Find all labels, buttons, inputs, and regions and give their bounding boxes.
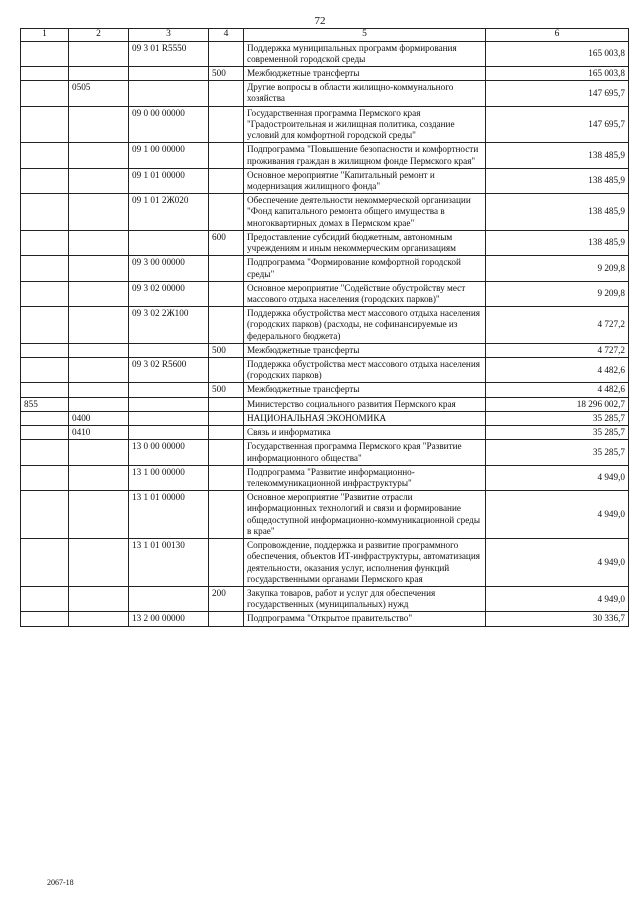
code-section-cell <box>69 143 129 168</box>
table-row <box>21 168 629 193</box>
amount-cell: 35 285,7 <box>486 426 629 440</box>
budget-table <box>20 28 629 627</box>
item-name-cell: Межбюджетные трансферты <box>244 67 486 81</box>
item-name-cell: Межбюджетные трансферты <box>244 383 486 397</box>
code-target-cell <box>129 411 209 425</box>
code-ministry-cell <box>21 383 69 397</box>
item-name-cell: Министерство социального развития Пермского края <box>244 397 486 411</box>
footer-code: 2067-18 <box>47 878 74 887</box>
code-ministry-cell <box>21 256 69 281</box>
amount-cell: 165 003,8 <box>486 41 629 66</box>
code-expense-type-cell: 500 <box>209 67 244 81</box>
code-section-cell <box>69 106 129 143</box>
table-row <box>21 194 629 231</box>
code-expense-type-cell <box>209 256 244 281</box>
code-ministry-cell <box>21 426 69 440</box>
page-number: 72 <box>314 15 326 27</box>
code-expense-type-cell <box>209 194 244 231</box>
code-target-cell <box>129 343 209 357</box>
table-row <box>21 612 629 626</box>
amount-cell: 147 695,7 <box>486 81 629 106</box>
item-name-cell: Подпрограмма "Открытое правительство" <box>244 612 486 626</box>
code-target-cell: 09 3 02 2Ж100 <box>129 307 209 344</box>
code-section-cell <box>69 41 129 66</box>
code-expense-type-cell <box>209 281 244 306</box>
table-body <box>21 41 629 626</box>
code-expense-type-cell <box>209 41 244 66</box>
amount-cell: 30 336,7 <box>486 612 629 626</box>
code-section-cell <box>69 440 129 465</box>
code-ministry-cell <box>21 491 69 539</box>
code-ministry-cell <box>21 67 69 81</box>
code-ministry-cell <box>21 411 69 425</box>
code-ministry-cell <box>21 194 69 231</box>
code-expense-type-cell <box>209 106 244 143</box>
header-col-3: 3 <box>129 29 209 42</box>
item-name-cell: Основное мероприятие "Содействие обустройству мест массового отдыха населения (городских парков)" <box>244 281 486 306</box>
amount-cell: 4 949,0 <box>486 491 629 539</box>
amount-cell: 35 285,7 <box>486 411 629 425</box>
code-expense-type-cell <box>209 81 244 106</box>
code-ministry-cell <box>21 106 69 143</box>
code-target-cell: 09 1 01 00000 <box>129 168 209 193</box>
code-expense-type-cell <box>209 411 244 425</box>
code-expense-type-cell: 200 <box>209 586 244 611</box>
header-col-1: 1 <box>21 29 69 42</box>
code-target-cell: 13 0 00 00000 <box>129 440 209 465</box>
item-name-cell: Государственная программа Пермского края "Развитие информационного общества" <box>244 440 486 465</box>
table-header-row <box>21 29 629 42</box>
amount-cell: 9 209,8 <box>486 281 629 306</box>
code-expense-type-cell: 500 <box>209 343 244 357</box>
code-ministry-cell <box>21 612 69 626</box>
code-section-cell <box>69 67 129 81</box>
code-ministry-cell <box>21 281 69 306</box>
table-row <box>21 307 629 344</box>
table-row <box>21 465 629 490</box>
table-row <box>21 539 629 587</box>
code-ministry-cell <box>21 440 69 465</box>
code-ministry-cell <box>21 465 69 490</box>
code-ministry-cell <box>21 168 69 193</box>
code-ministry-cell <box>21 586 69 611</box>
item-name-cell: Подпрограмма "Повышение безопасности и комфортности проживания граждан в жилищном фонде Пермского края" <box>244 143 486 168</box>
table-row <box>21 343 629 357</box>
code-target-cell <box>129 586 209 611</box>
item-name-cell: Предоставление субсидий бюджетным, автономным учреждениям и иным некоммерческим организациям <box>244 230 486 255</box>
code-ministry-cell <box>21 230 69 255</box>
code-section-cell <box>69 168 129 193</box>
code-section-cell <box>69 307 129 344</box>
code-ministry-cell <box>21 358 69 383</box>
table-row <box>21 106 629 143</box>
code-section-cell <box>69 491 129 539</box>
code-section-cell <box>69 230 129 255</box>
table-row <box>21 383 629 397</box>
code-target-cell: 13 1 01 00130 <box>129 539 209 587</box>
code-target-cell: 09 3 00 00000 <box>129 256 209 281</box>
code-section-cell <box>69 539 129 587</box>
code-target-cell: 13 1 00 00000 <box>129 465 209 490</box>
code-ministry-cell <box>21 343 69 357</box>
item-name-cell: Поддержка обустройства мест массового отдыха населения (городских парков) <box>244 358 486 383</box>
table-row <box>21 67 629 81</box>
table-row <box>21 586 629 611</box>
code-section-cell <box>69 586 129 611</box>
table-row <box>21 41 629 66</box>
amount-cell: 4 949,0 <box>486 465 629 490</box>
table-row <box>21 81 629 106</box>
code-section-cell <box>69 465 129 490</box>
code-target-cell: 09 3 02 R5600 <box>129 358 209 383</box>
item-name-cell: Государственная программа Пермского края "Градостроительная и жилищная политика, создание условий для комфортной городской среды" <box>244 106 486 143</box>
code-expense-type-cell <box>209 143 244 168</box>
code-section-cell <box>69 343 129 357</box>
table-row <box>21 411 629 425</box>
code-expense-type-cell <box>209 397 244 411</box>
amount-cell: 4 949,0 <box>486 539 629 587</box>
code-section-cell <box>69 383 129 397</box>
code-expense-type-cell <box>209 426 244 440</box>
code-section-cell <box>69 194 129 231</box>
code-expense-type-cell <box>209 539 244 587</box>
amount-cell: 4 727,2 <box>486 307 629 344</box>
amount-cell: 4 482,6 <box>486 383 629 397</box>
table-row <box>21 143 629 168</box>
table-row <box>21 281 629 306</box>
amount-cell: 4 482,6 <box>486 358 629 383</box>
code-section-cell: 0400 <box>69 411 129 425</box>
code-target-cell: 09 3 01 R5550 <box>129 41 209 66</box>
header-col-5: 5 <box>244 29 486 42</box>
header-col-6: 6 <box>486 29 629 42</box>
code-ministry-cell <box>21 539 69 587</box>
code-expense-type-cell: 600 <box>209 230 244 255</box>
code-section-cell <box>69 397 129 411</box>
code-ministry-cell <box>21 81 69 106</box>
item-name-cell: Другие вопросы в области жилищно-коммунального хозяйства <box>244 81 486 106</box>
item-name-cell: Обеспечение деятельности некоммерческой организации "Фонд капитального ремонта общего имущества в многоквартирных домах в Пермском крае" <box>244 194 486 231</box>
item-name-cell: Поддержка муниципальных программ формирования современной городской среды <box>244 41 486 66</box>
code-expense-type-cell <box>209 440 244 465</box>
code-target-cell: 09 1 01 2Ж020 <box>129 194 209 231</box>
code-section-cell <box>69 358 129 383</box>
code-target-cell <box>129 426 209 440</box>
table-row <box>21 491 629 539</box>
amount-cell: 138 485,9 <box>486 230 629 255</box>
code-section-cell <box>69 281 129 306</box>
code-target-cell <box>129 383 209 397</box>
amount-cell: 35 285,7 <box>486 440 629 465</box>
code-ministry-cell: 855 <box>21 397 69 411</box>
item-name-cell: Подпрограмма "Формирование комфортной городской среды" <box>244 256 486 281</box>
code-expense-type-cell <box>209 465 244 490</box>
item-name-cell: Межбюджетные трансферты <box>244 343 486 357</box>
code-expense-type-cell: 500 <box>209 383 244 397</box>
code-target-cell <box>129 67 209 81</box>
table-row <box>21 230 629 255</box>
item-name-cell: Закупка товаров, работ и услуг для обеспечения государственных (муниципальных) нужд <box>244 586 486 611</box>
code-expense-type-cell <box>209 358 244 383</box>
code-ministry-cell <box>21 41 69 66</box>
amount-cell: 4 949,0 <box>486 586 629 611</box>
code-target-cell <box>129 397 209 411</box>
code-ministry-cell <box>21 307 69 344</box>
table-row <box>21 440 629 465</box>
item-name-cell: Связь и информатика <box>244 426 486 440</box>
code-section-cell: 0410 <box>69 426 129 440</box>
amount-cell: 9 209,8 <box>486 256 629 281</box>
code-target-cell: 09 3 02 00000 <box>129 281 209 306</box>
code-expense-type-cell <box>209 168 244 193</box>
amount-cell: 4 727,2 <box>486 343 629 357</box>
code-target-cell: 09 1 00 00000 <box>129 143 209 168</box>
code-expense-type-cell <box>209 612 244 626</box>
code-target-cell <box>129 81 209 106</box>
item-name-cell: Поддержка обустройства мест массового отдыха населения (городских парков) (расходы, не софинансируемые из федерального бюджета) <box>244 307 486 344</box>
code-target-cell: 09 0 00 00000 <box>129 106 209 143</box>
table-row <box>21 397 629 411</box>
code-section-cell: 0505 <box>69 81 129 106</box>
amount-cell: 165 003,8 <box>486 67 629 81</box>
amount-cell: 18 296 002,7 <box>486 397 629 411</box>
item-name-cell: НАЦИОНАЛЬНАЯ ЭКОНОМИКА <box>244 411 486 425</box>
code-target-cell: 13 1 01 00000 <box>129 491 209 539</box>
item-name-cell: Основное мероприятие "Капитальный ремонт и модернизация жилищного фонда" <box>244 168 486 193</box>
code-expense-type-cell <box>209 307 244 344</box>
amount-cell: 138 485,9 <box>486 143 629 168</box>
table-row <box>21 256 629 281</box>
amount-cell: 138 485,9 <box>486 168 629 193</box>
item-name-cell: Сопровождение, поддержка и развитие программного обеспечения, объектов ИТ-инфраструктуры, автоматизация деятельности, оказания услуг, исполнения функций государственными органами Пермского края <box>244 539 486 587</box>
code-expense-type-cell <box>209 491 244 539</box>
code-target-cell: 13 2 00 00000 <box>129 612 209 626</box>
code-ministry-cell <box>21 143 69 168</box>
header-col-2: 2 <box>69 29 129 42</box>
code-section-cell <box>69 256 129 281</box>
amount-cell: 138 485,9 <box>486 194 629 231</box>
table-row <box>21 426 629 440</box>
item-name-cell: Подпрограмма "Развитие информационно-телекоммуникационной инфраструктуры" <box>244 465 486 490</box>
code-target-cell <box>129 230 209 255</box>
item-name-cell: Основное мероприятие "Развитие отрасли информационных технологий и связи и формирование общедоступной информационно-коммуникационной среды в крае" <box>244 491 486 539</box>
amount-cell: 147 695,7 <box>486 106 629 143</box>
code-section-cell <box>69 612 129 626</box>
header-col-4: 4 <box>209 29 244 42</box>
table-row <box>21 358 629 383</box>
